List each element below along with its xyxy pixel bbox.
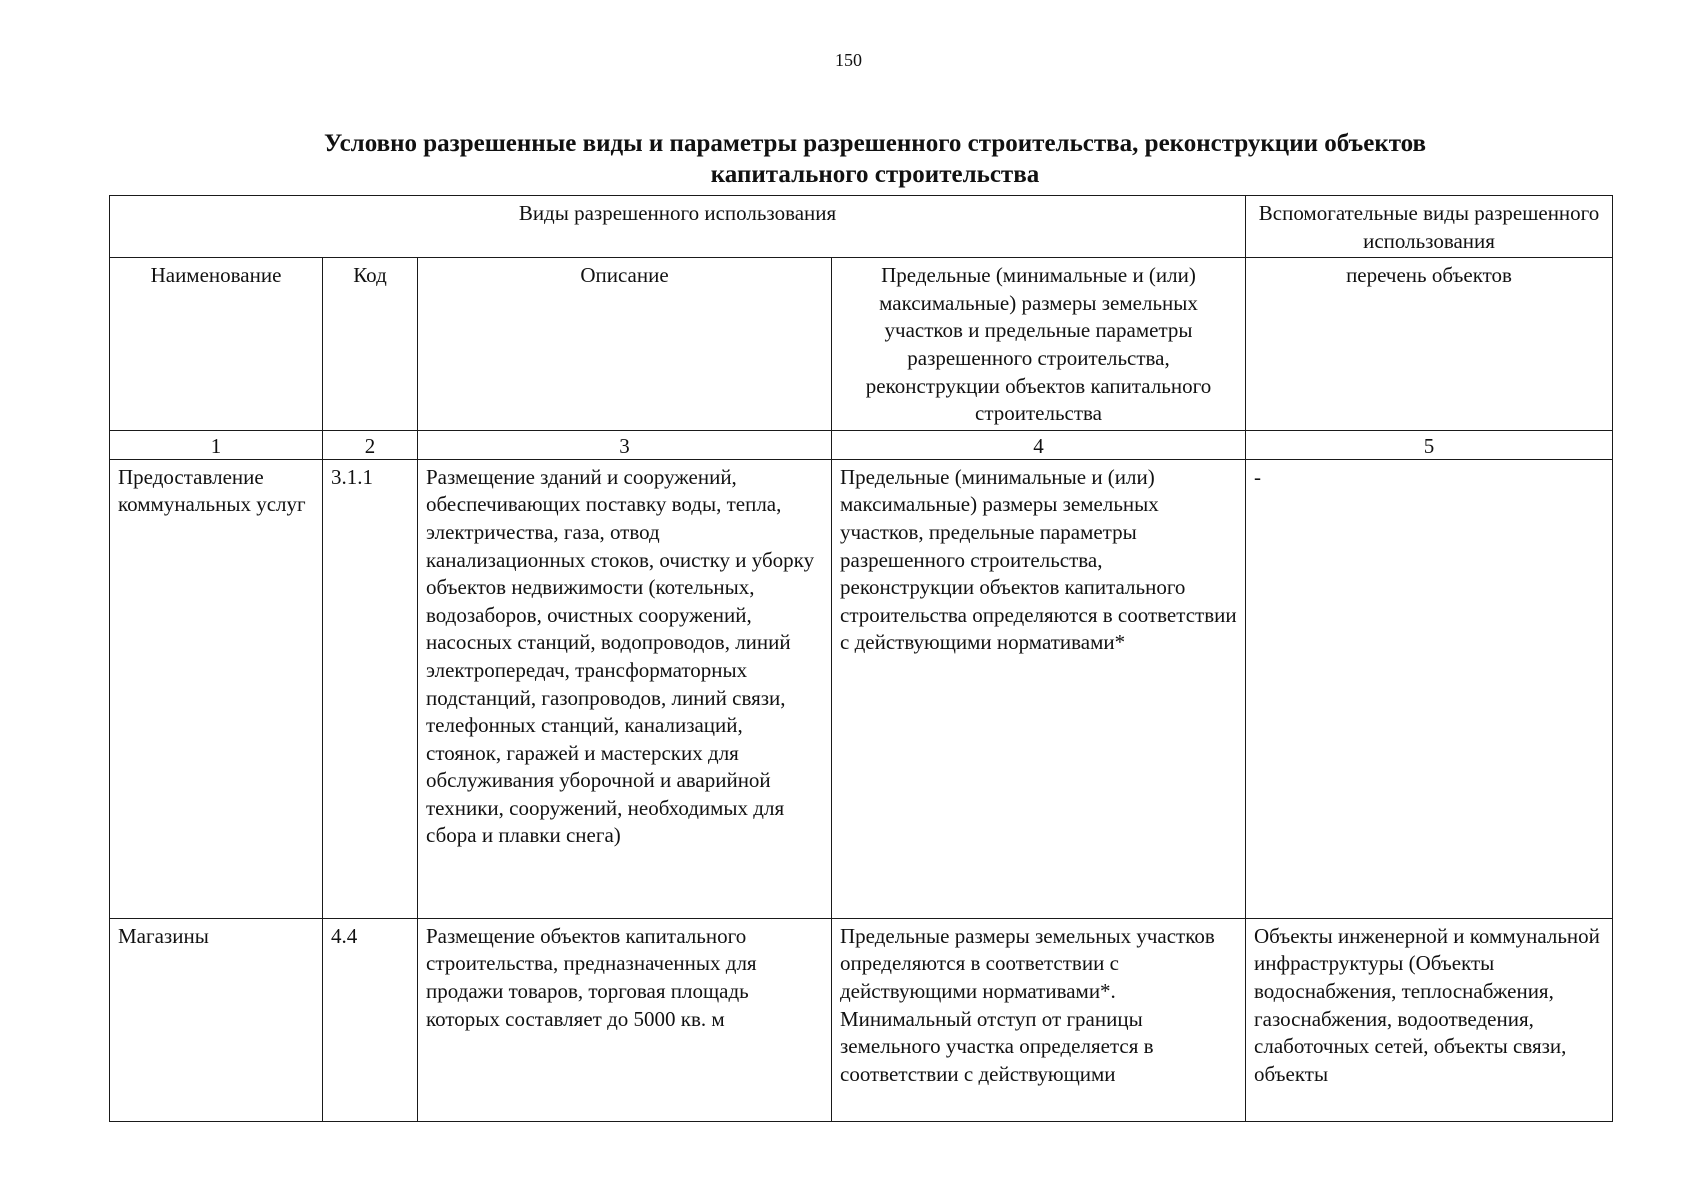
table-row: [110, 918, 1613, 1121]
table-row: [110, 459, 1613, 918]
column-number: 1: [110, 430, 323, 459]
header-description: Описание: [418, 258, 832, 431]
title-line-2: капитального строительства: [710, 161, 1040, 188]
cell-name: Магазины: [110, 918, 323, 1121]
cell-description: Размещение зданий и сооружений, обеспечивающих поставку воды, тепла, электричества, газа, отвод канализационных стоков, очистку и уборку объектов недвижимости (котельных, водозаборов, очистных сооружений, насосных станций, водопроводов, линий электропередач, трансформаторных подстанций, газопроводов, линий связи, телефонных станций, канализаций, стоянок, гаражей и мастерских для обслуживания уборочной и аварийной техники, сооружений, необходимых для сбора и плавки снега): [418, 459, 832, 918]
column-header-row: [110, 258, 1613, 431]
cell-aux: Объекты инженерной и коммунальной инфраструктуры (Объекты водоснабжения, теплоснабжения, газоснабжения, водоотведения, слаботочных сетей, объекты связи, объекты: [1246, 918, 1613, 1121]
column-number: 2: [323, 430, 418, 459]
cell-limits: Предельные (минимальные и (или) максимальные) размеры земельных участков, предельные параметры разрешенного строительства, реконструкции объектов капитального строительства определяются в соответствии с действующими нормативами*: [832, 459, 1246, 918]
cell-name: Предоставление коммунальных услуг: [110, 459, 323, 918]
permitted-use-table: [109, 195, 1613, 1122]
group-header-row: [110, 196, 1613, 258]
cell-limits-paragraph: Минимальный отступ от границы земельного участка определяется в соответствии с действующими: [840, 1006, 1154, 1086]
title-line-1: Условно разрешенные виды и параметры разрешенного строительства, реконструкции объектов: [323, 130, 1427, 157]
column-number: 4: [832, 430, 1246, 459]
cell-code: 3.1.1: [323, 459, 418, 918]
header-code: Код: [323, 258, 418, 431]
header-objects: перечень объектов: [1246, 258, 1613, 431]
group-header-aux: Вспомогательные виды разрешенного использования: [1246, 196, 1613, 258]
cell-code: 4.4: [323, 918, 418, 1121]
cell-description: Размещение объектов капитального строительства, предназначенных для продажи товаров, торговая площадь которых составляет до 5000 кв. м: [418, 918, 832, 1121]
document-title: [200, 128, 1550, 190]
cell-limits: [832, 918, 1246, 1121]
group-header-main: Виды разрешенного использования: [110, 196, 1246, 258]
cell-aux: -: [1246, 459, 1613, 918]
page-number: 150: [835, 50, 862, 70]
column-number: 3: [418, 430, 832, 459]
column-number: 5: [1246, 430, 1613, 459]
header-name: Наименование: [110, 258, 323, 431]
column-number-row: [110, 430, 1613, 459]
cell-limits-paragraph: Предельные размеры земельных участков определяются в соответствии с действующими нормативами*.: [840, 923, 1215, 1003]
header-limits: Предельные (минимальные и (или) максимальные) размеры земельных участков и предельные параметры разрешенного строительства, реконструкции объектов капитального строительства: [832, 258, 1246, 431]
